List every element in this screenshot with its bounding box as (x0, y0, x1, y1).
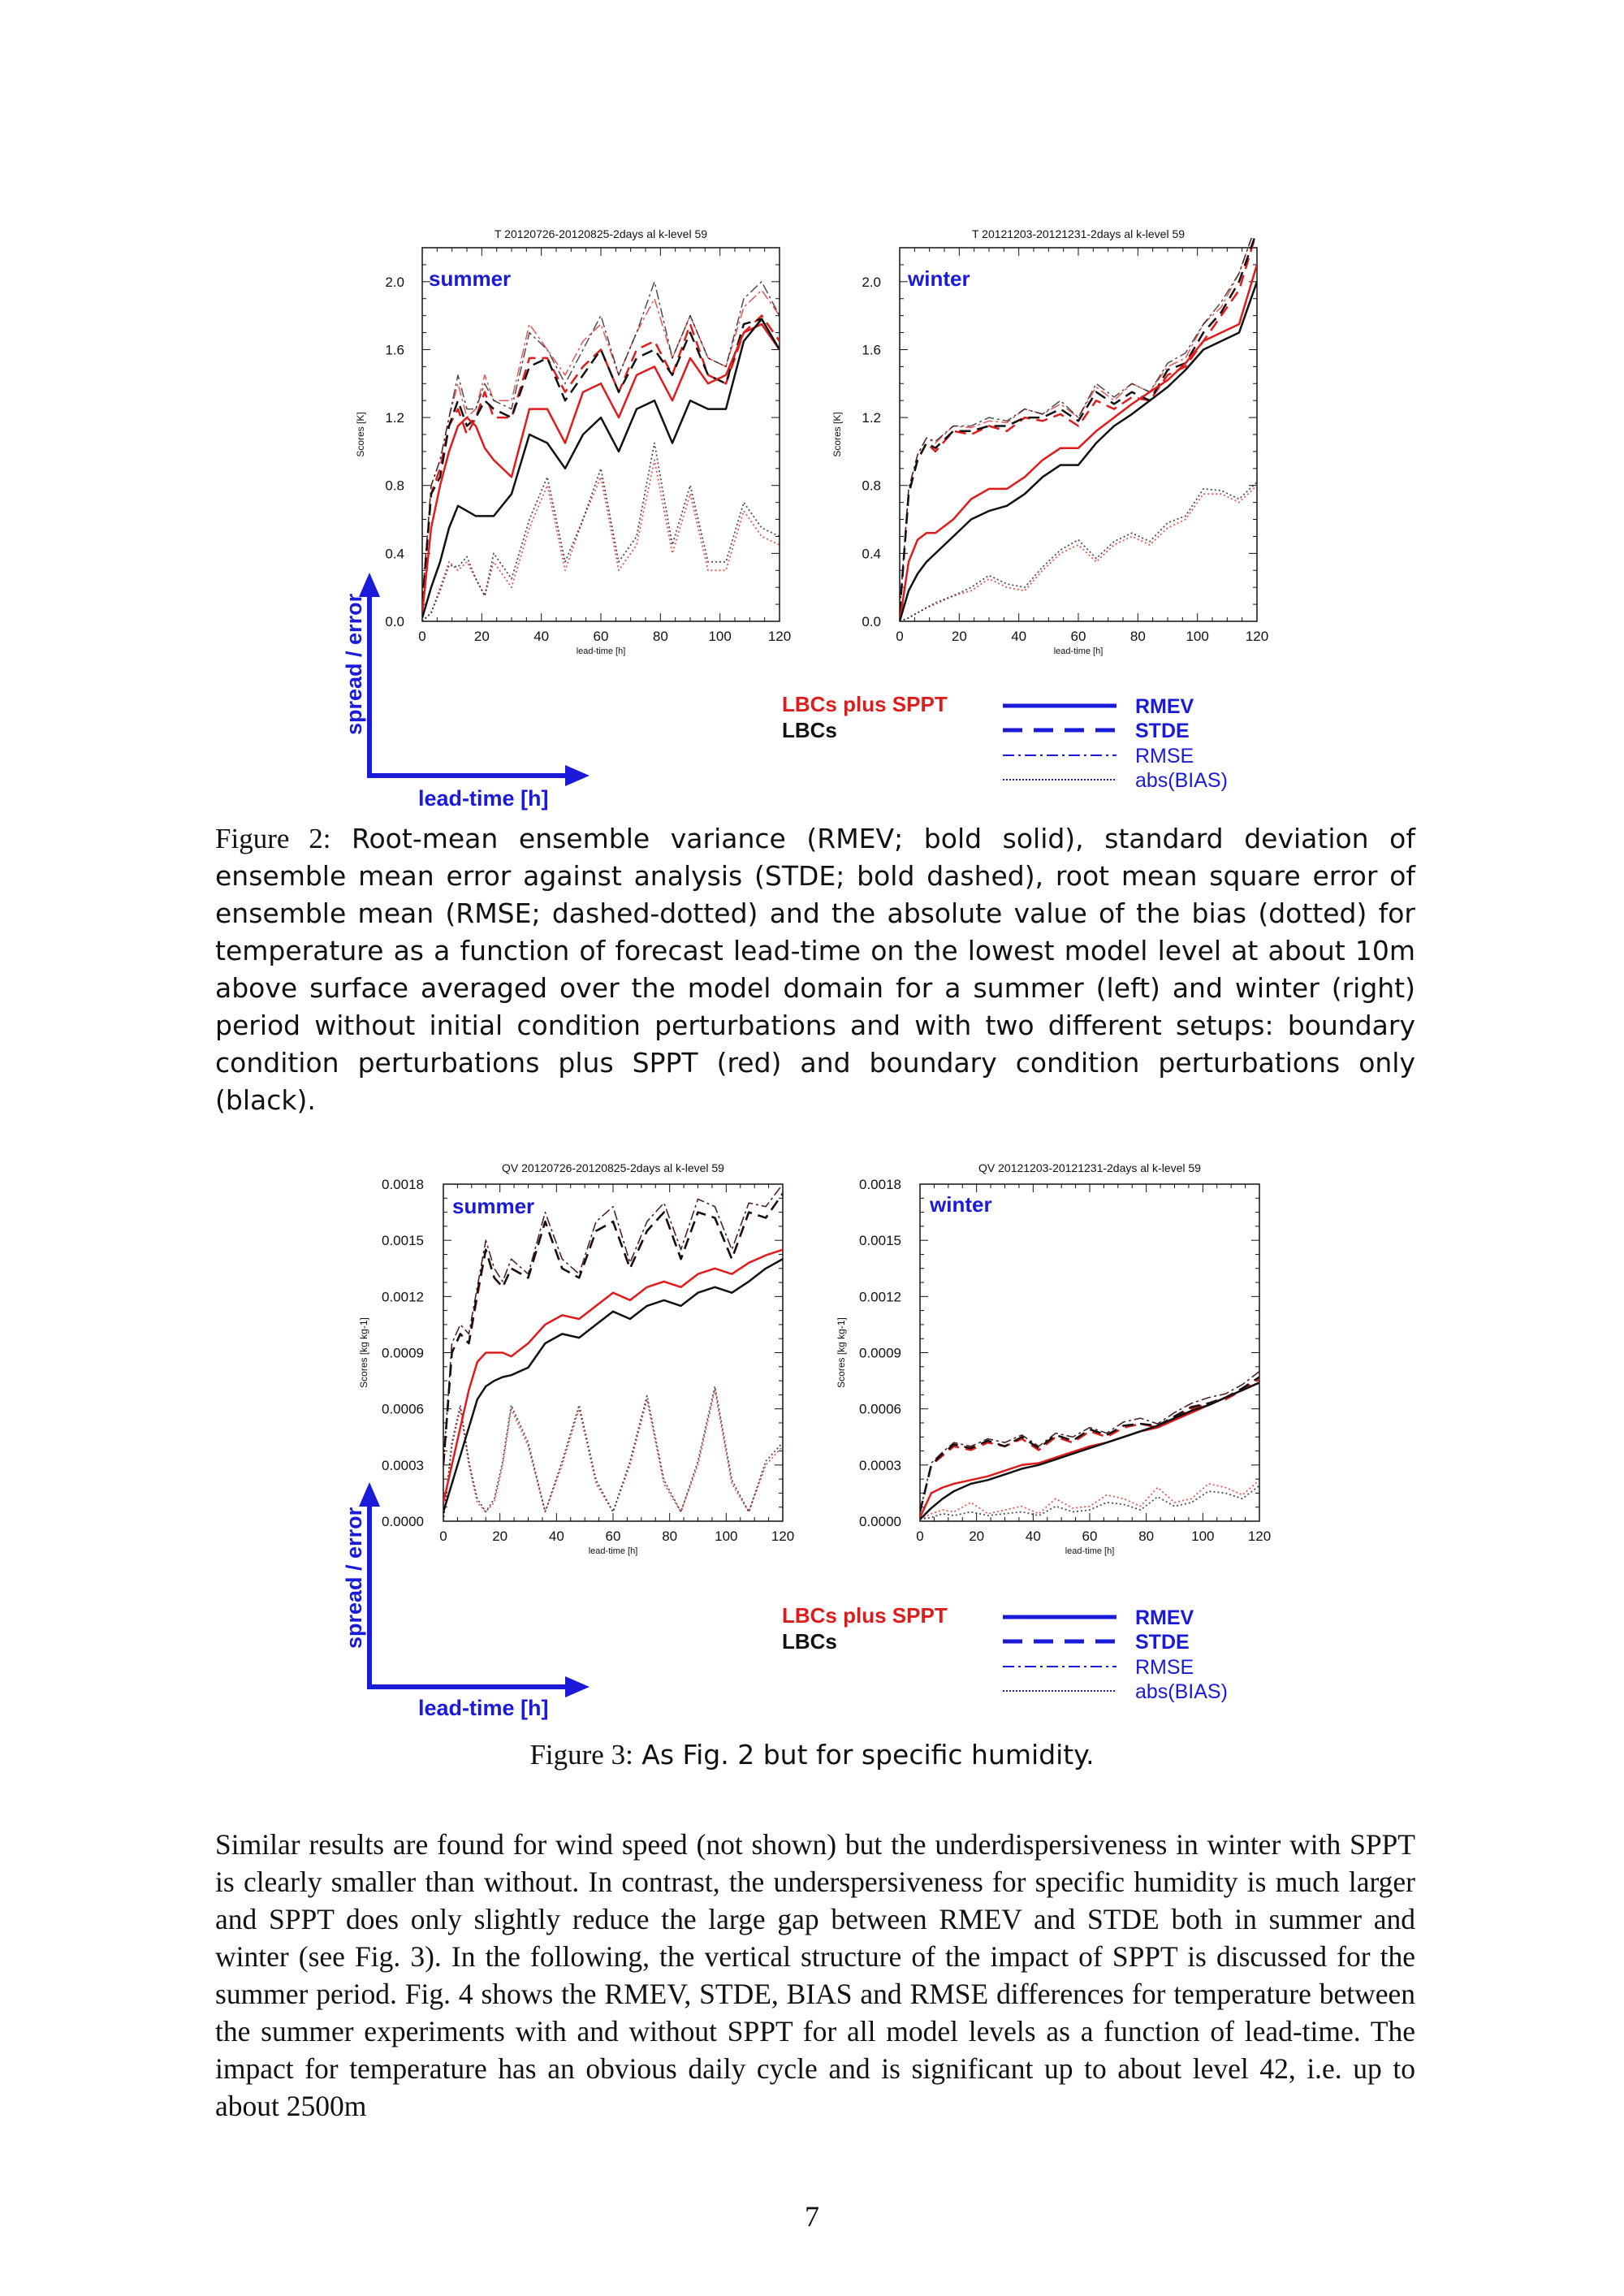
x-tick-label: 40 (533, 629, 550, 644)
figure-2-caption-text: Root-mean ensemble variance (RMEV; bold solid), standard deviation of ensemble mean error against analysis (STDE; bold dashed), root mean square error of ensemble mean (RMSE; dashed-dotted) and the absolute value of the bias (dotted) for temperature as a function of forecast lead-time on the lowest model level at about 10m above surface averaged over the model domain for a summer (left) and winter (right) period without initial condition perturbations and with two different setups: boundary condition perturbations plus SPPT (red) and boundary condition perturbations only (black). (215, 823, 1415, 1116)
y-tick-label: 0.0003 (382, 1457, 424, 1473)
y-axis-label: Scores [K] (355, 412, 366, 457)
series-line-rmse-lbcs-plus-sppt (443, 1184, 783, 1465)
y-tick-label: 0.0009 (382, 1345, 424, 1361)
series-line-stde-lbcs (422, 319, 780, 604)
y-tick-label: 0.0003 (859, 1457, 901, 1473)
x-tick-label: 0 (439, 1529, 447, 1544)
x-axis-label: lead-time [h] (576, 646, 626, 656)
chart-title: QV 20120726-20120825-2days al k-level 59 (502, 1161, 724, 1174)
x-tick-label: 20 (951, 629, 967, 644)
y-tick-label: 0.8 (385, 478, 404, 494)
chart-humidity-winter (836, 1161, 1271, 1556)
series-line-rmev-lbcs (443, 1259, 783, 1511)
x-tick-label: 20 (492, 1529, 508, 1544)
x-tick-label: 60 (593, 629, 609, 644)
series-line-stde-lbcs-plus-sppt (422, 316, 780, 604)
figure-3-caption-text: As Fig. 2 but for specific humidity. (641, 1739, 1095, 1771)
x-axis-label: lead-time [h] (1065, 1546, 1115, 1556)
x-tick-label: 20 (969, 1529, 985, 1544)
page-number: 7 (805, 2200, 819, 2233)
chart-humidity-summer (358, 1161, 794, 1556)
plot-frame (422, 248, 780, 621)
x-axis-label: lead-time [h] (588, 1546, 638, 1556)
x-tick-label: 60 (605, 1529, 621, 1544)
chart-temperature-winter (831, 223, 1268, 656)
legend-setup-lbcs: LBCs (782, 1629, 837, 1654)
series-line-abs-bias-lbcs-plus-sppt (422, 460, 780, 621)
y-tick-label: 2.0 (385, 274, 404, 290)
figure-3-caption (0, 1736, 1624, 1774)
legend-bias-label: abs(BIAS) (1135, 769, 1228, 792)
y-axis-label: Scores [K] (831, 412, 843, 457)
figure-3-caption-label: Figure 3: (529, 1739, 633, 1771)
plot-frame (920, 1184, 1259, 1521)
y-tick-label: 0.0012 (859, 1289, 901, 1305)
y-tick-label: 2.0 (862, 274, 881, 290)
x-tick-label: 120 (771, 1529, 795, 1544)
series-line-abs-bias-lbcs (900, 482, 1257, 622)
y-tick-label: 0.0018 (859, 1177, 901, 1192)
x-tick-label: 120 (1247, 1529, 1272, 1544)
y-tick-label: 0.0000 (859, 1514, 901, 1529)
x-tick-label: 80 (1138, 1529, 1155, 1544)
y-tick-label: 0.0 (385, 614, 404, 629)
figure-3 (0, 812, 1624, 1746)
y-tick-label: 0.0015 (382, 1233, 424, 1249)
x-tick-label: 40 (1011, 629, 1027, 644)
x-tick-label: 60 (1070, 629, 1086, 644)
series-line-rmev-lbcs-plus-sppt (443, 1250, 783, 1503)
legend-stde-label: STDE (1135, 1631, 1190, 1654)
y-tick-label: 0.0015 (859, 1233, 901, 1249)
series-line-rmse-lbcs-plus-sppt (920, 1372, 1259, 1512)
x-tick-label: 120 (1245, 629, 1269, 644)
x-tick-label: 0 (896, 629, 904, 644)
series-line-stde-lbcs (443, 1194, 783, 1465)
y-tick-label: 1.2 (862, 410, 881, 426)
chart-title: T 20120726-20120825-2days al k-level 59 (494, 227, 708, 240)
series-line-rmev-lbcs-plus-sppt (900, 265, 1257, 621)
season-label: summer (429, 266, 512, 291)
legend-setup-sppt: LBCs plus SPPT (782, 692, 948, 716)
y-tick-label: 0.0018 (382, 1177, 424, 1192)
arrow-x-label: lead-time [h] (418, 1696, 549, 1720)
y-tick-label: 0.4 (385, 546, 404, 562)
y-tick-label: 1.6 (385, 342, 404, 358)
x-tick-label: 0 (916, 1529, 924, 1544)
x-tick-label: 80 (1129, 629, 1146, 644)
y-tick-label: 1.6 (862, 342, 881, 358)
series-line-abs-bias-lbcs (422, 443, 780, 622)
series-line-rmse-lbcs-plus-sppt (422, 290, 780, 601)
x-tick-label: 40 (1025, 1529, 1041, 1544)
figure-2-caption-label: Figure 2: (215, 823, 331, 854)
series-line-abs-bias-lbcs-plus-sppt (443, 1390, 783, 1521)
x-tick-label: 100 (1191, 1529, 1215, 1544)
chart-title: T 20121203-20121231-2days al k-level 59 (971, 227, 1186, 240)
series-line-rmse-lbcs (422, 282, 780, 601)
y-tick-label: 0.0006 (382, 1401, 424, 1417)
body-paragraph: Similar results are found for wind speed (not shown) but the underdispersiveness in winter with SPPT is clearly smaller than without. In contrast, the underspersiveness for specific humidity is much larger and SPPT does only slightly reduce the large gap between RMEV and STDE both in summer and winter (see Fig. 3). In the following, the vertical structure of the impact of SPPT is discussed for the summer period. Fig. 4 shows the RMEV, STDE, BIAS and RMSE differences for temperature between the summer experiments with and without SPPT for all model levels as a function of lead-time. The impact for temperature has an obvious daily cycle and is significant up to about level 42, i.e. up to about 2500m (215, 1828, 1415, 2122)
x-tick-label: 60 (1082, 1529, 1098, 1544)
x-tick-label: 100 (715, 1529, 738, 1544)
y-tick-label: 0.0006 (859, 1401, 901, 1417)
y-tick-label: 1.2 (385, 410, 404, 426)
legend-rmse-label: RMSE (1135, 1656, 1194, 1679)
y-axis-label: Scores [kg kg-1] (836, 1317, 847, 1388)
chart-temperature-summer (355, 227, 791, 656)
y-tick-label: 0.0012 (382, 1289, 424, 1305)
figure-2 (0, 0, 1624, 812)
series-line-rmse-lbcs (920, 1372, 1259, 1512)
arrow-x-label: lead-time [h] (418, 786, 549, 811)
y-tick-label: 0.0009 (859, 1345, 901, 1361)
arrow-y-label: spread / error (342, 1507, 366, 1649)
season-label: summer (452, 1194, 535, 1218)
x-tick-label: 100 (1186, 629, 1209, 644)
y-tick-label: 0.0000 (382, 1514, 424, 1529)
legend-rmev-label: RMEV (1135, 1606, 1194, 1629)
y-tick-label: 0.0 (862, 614, 881, 629)
legend-rmse-label: RMSE (1135, 745, 1194, 767)
y-tick-label: 0.8 (862, 478, 881, 494)
series-line-rmse-lbcs (443, 1184, 783, 1465)
arrow-y-label: spread / error (342, 593, 366, 735)
x-tick-label: 80 (652, 629, 668, 644)
series-line-abs-bias-lbcs-plus-sppt (900, 486, 1257, 621)
series-line-rmev-lbcs-plus-sppt (422, 324, 780, 612)
legend-stde-label: STDE (1135, 720, 1190, 742)
series-line-stde-lbcs-plus-sppt (443, 1194, 783, 1465)
chart-title: QV 20121203-20121231-2days al k-level 59 (978, 1161, 1201, 1174)
series-line-rmev-lbcs (422, 319, 780, 618)
season-label: winter (930, 1192, 992, 1217)
x-tick-label: 40 (548, 1529, 564, 1544)
season-label: winter (908, 266, 970, 291)
x-tick-label: 100 (708, 629, 732, 644)
x-tick-label: 120 (767, 629, 792, 644)
x-tick-label: 80 (662, 1529, 678, 1544)
legend-setup-lbcs: LBCs (782, 718, 837, 742)
y-tick-label: 0.4 (862, 546, 881, 562)
x-tick-label: 20 (473, 629, 490, 644)
x-axis-label: lead-time [h] (1053, 646, 1104, 656)
spread-error-arrow (359, 573, 590, 786)
legend-setup-sppt: LBCs plus SPPT (782, 1603, 948, 1628)
x-tick-label: 0 (418, 629, 426, 644)
plot-frame (900, 248, 1257, 621)
legend-rmev-label: RMEV (1135, 695, 1194, 718)
y-axis-label: Scores [kg kg-1] (358, 1317, 369, 1388)
legend-bias-label: abs(BIAS) (1135, 1680, 1228, 1703)
